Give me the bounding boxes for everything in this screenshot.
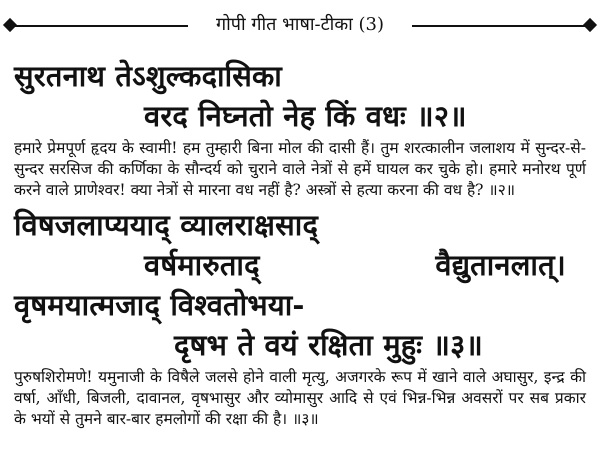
commentary-3-text: पुरुषशिरोमणे! यमुनाजी के विषैले जलसे होने वाली मृत्यु, अजगरके रूप में खाने वाले अघासुर, इन्द्र की वर्षा, आँधी, बिजली, दावानल, वृषभासुर और व्योमासुर आदि से एवं भिन्न-भिन्न अवसरों पर सब प्रकार के भयों से तुमने बार-बार हमलोगों की रक्षा की है। ॥३॥ [14, 368, 586, 428]
verse-3-line-2-part-a: वर्षमारुताद् [144, 248, 260, 282]
verse-3-line-2-part-b: वैद्युतानलात्। [435, 248, 566, 282]
page-title: गोपी गीत भाषा-टीका (3) [215, 14, 385, 35]
commentary-3 [14, 367, 586, 430]
verse-3-line-2 [14, 245, 586, 285]
verse-3-line-1: विषजलाप्ययाद् व्यालराक्षसाद् [14, 208, 319, 242]
verse-2-line-1: सुरतनाथ तेऽशुल्कदासिका [14, 59, 282, 93]
page-header [8, 6, 592, 46]
verse-2-line-2: वरद निघ्नतो नेह किं वधः ॥२॥ [144, 99, 467, 133]
verse-3-line-3: वृषमयात्मजाद् विश्वतोभया- [14, 288, 305, 322]
page-body [14, 56, 586, 434]
verse-3-line-4: दृषभ ते वयं रक्षिता मुहुः ॥३॥ [174, 328, 483, 362]
commentary-2-text: हमारे प्रेमपूर्ण हृदय के स्वामी! हम तुम्हारी बिना मोल की दासी हैं। तुम शरत्कालीन जलाशय में सुन्दर-से-सुन्दर सरसिज की कर्णिका के सौन्दर्य को चुराने वाले नेत्रों से हमें घायल कर चुके हो। हमारे मनोरथ पूर्ण करने वाले प्राणेश्वर! क्या नेत्रों से मारना वध नहीं है? अस्त्रों से हत्या करना की वध है? ॥२॥ [14, 139, 586, 199]
commentary-2 [14, 138, 586, 201]
header-rule-right [412, 25, 592, 27]
